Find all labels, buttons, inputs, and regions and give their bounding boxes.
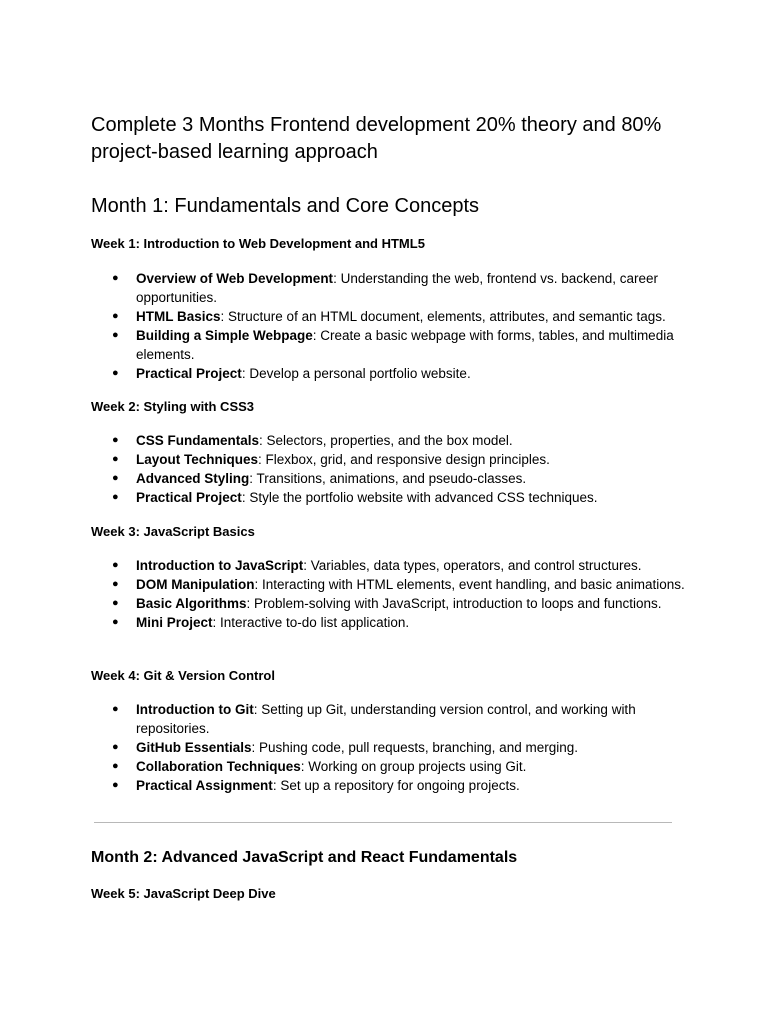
list-item: ● Practical Assignment: Set up a repository for ongoing projects. <box>112 778 520 793</box>
list-item: ● Overview of Web Development: Understanding the web, frontend vs. backend, career opportunities. <box>112 271 659 305</box>
section-divider <box>94 822 672 823</box>
list-item: ● Basic Algorithms: Problem-solving with JavaScript, introduction to loops and functions. <box>112 596 662 611</box>
list-item: ● Building a Simple Webpage: Create a basic webpage with forms, tables, and multimedia elements. <box>112 328 674 362</box>
list-item: ● Advanced Styling: Transitions, animations, and pseudo-classes. <box>112 471 527 486</box>
list-item: ● HTML Basics: Structure of an HTML document, elements, attributes, and semantic tags. <box>112 309 666 324</box>
week-4-heading: Week 4: Git & Version Control <box>91 668 275 683</box>
week-1-heading: Week 1: Introduction to Web Development and HTML5 <box>91 236 425 251</box>
list-item: ● Layout Techniques: Flexbox, grid, and responsive design principles. <box>112 452 550 467</box>
list-item: ● Mini Project: Interactive to-do list application. <box>112 615 410 630</box>
week-3-list <box>91 556 691 632</box>
list-item: ● DOM Manipulation: Interacting with HTML elements, event handling, and basic animations. <box>112 577 685 592</box>
week-1-list <box>91 269 691 383</box>
week-4-list <box>91 700 691 795</box>
week-2-heading: Week 2: Styling with CSS3 <box>91 399 255 414</box>
week-3-heading: Week 3: JavaScript Basics <box>91 524 255 539</box>
week-2-list <box>91 431 691 507</box>
list-item: ● Introduction to JavaScript: Variables, data types, operators, and control structures. <box>112 558 642 573</box>
list-item: ● Introduction to Git: Setting up Git, understanding version control, and working with repositories. <box>112 702 636 736</box>
document-title: Complete 3 Months Frontend development 20% theory and 80% project-based learning approach <box>91 114 662 163</box>
week-5-heading: Week 5: JavaScript Deep Dive <box>91 886 276 901</box>
list-item: ● Collaboration Techniques: Working on group projects using Git. <box>112 759 527 774</box>
month-2-heading: Month 2: Advanced JavaScript and React Fundamentals <box>91 849 518 866</box>
month-1-heading: Month 1: Fundamentals and Core Concepts <box>91 195 479 217</box>
list-item: ● GitHub Essentials: Pushing code, pull requests, branching, and merging. <box>112 740 578 755</box>
list-item: ● Practical Project: Style the portfolio website with advanced CSS techniques. <box>112 490 598 505</box>
list-item: ● CSS Fundamentals: Selectors, properties, and the box model. <box>112 433 513 448</box>
list-item: ● Practical Project: Develop a personal portfolio website. <box>112 366 471 381</box>
